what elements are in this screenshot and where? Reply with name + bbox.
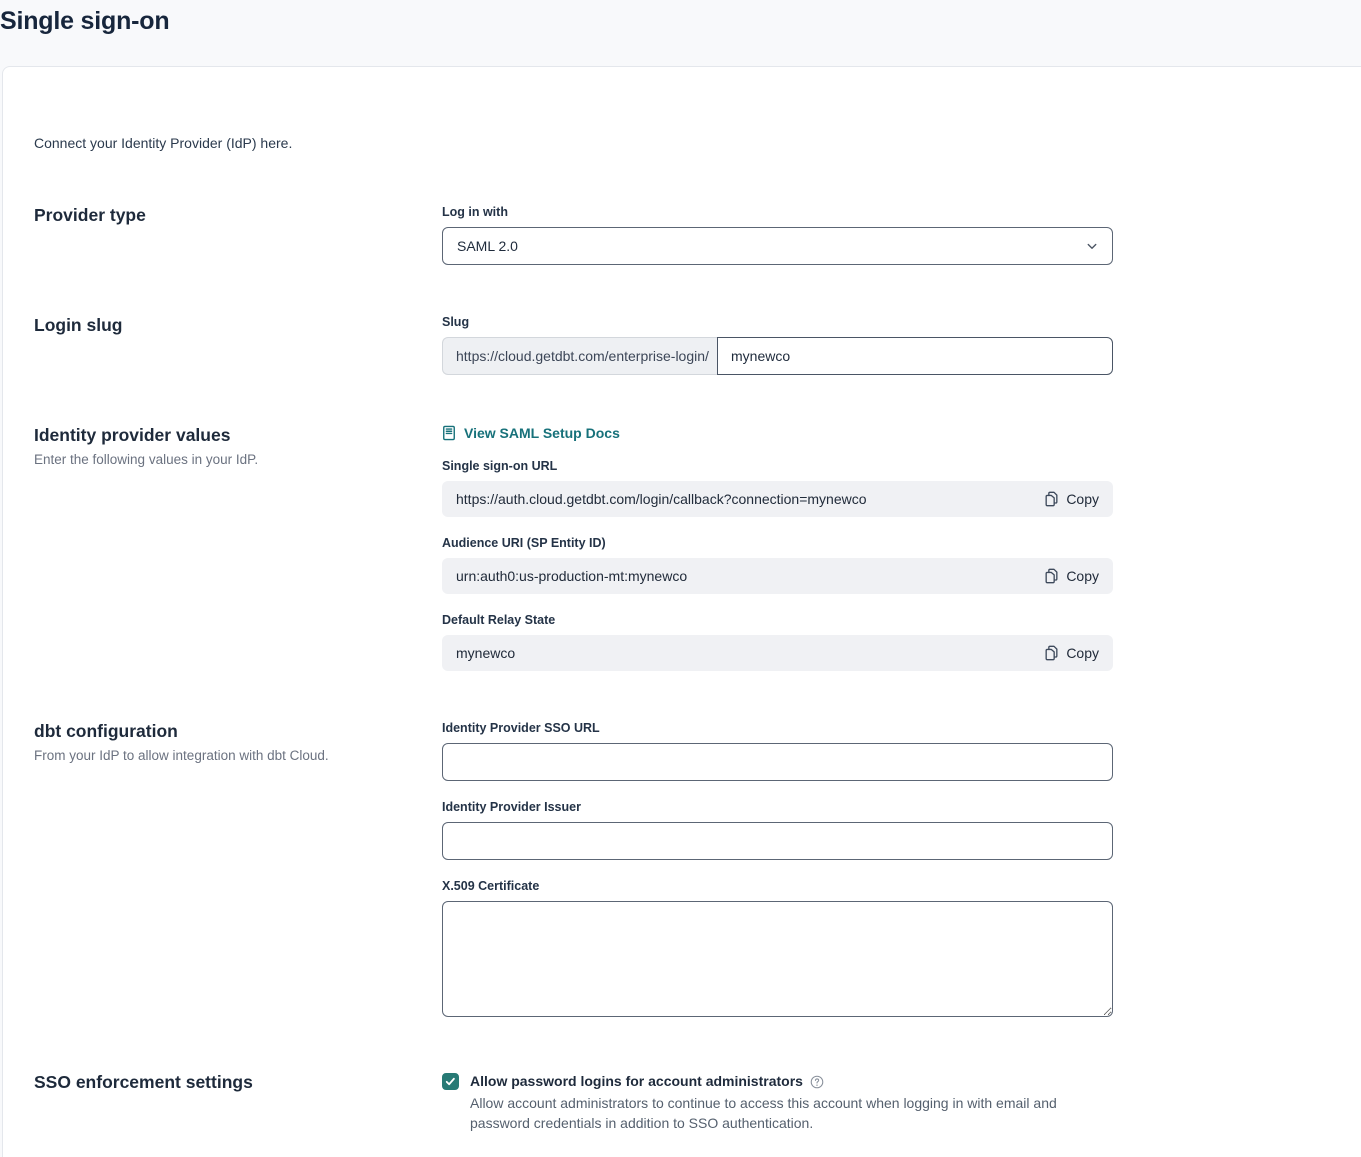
slug-label: Slug [442, 315, 470, 329]
copy-icon [1044, 491, 1059, 507]
sso-enforcement-heading: SSO enforcement settings [34, 1072, 253, 1092]
slug-input[interactable] [717, 337, 1113, 375]
section-login-slug [34, 315, 1361, 375]
dbt-configuration-subheading: From your IdP to allow integration with dbt Cloud. [34, 748, 329, 763]
slug-input-group [442, 337, 1113, 375]
copy-button-label: Copy [1066, 568, 1099, 584]
dbt-configuration-heading: dbt configuration [34, 721, 178, 741]
idp-sso-url-label: Identity Provider SSO URL [442, 721, 600, 735]
sso-url-label: Single sign-on URL [442, 459, 558, 473]
audience-uri-value: urn:auth0:us-production-mt:mynewco [456, 568, 688, 584]
sso-url-readonly-field [442, 481, 1113, 517]
slug-url-prefix: https://cloud.getdbt.com/enterprise-login/ [442, 337, 717, 375]
audience-uri-field-group [442, 536, 1113, 594]
certificate-textarea[interactable] [442, 901, 1113, 1017]
document-icon [442, 425, 456, 441]
idp-issuer-label: Identity Provider Issuer [442, 800, 581, 814]
view-saml-docs-link[interactable] [442, 425, 620, 441]
allow-password-logins-checkbox[interactable] [442, 1073, 459, 1090]
certificate-field-group [442, 879, 1113, 1022]
checkmark-icon [445, 1076, 456, 1087]
copy-relay-state-button[interactable] [1044, 645, 1099, 661]
view-saml-docs-label: View SAML Setup Docs [464, 425, 620, 441]
idp-sso-url-input[interactable] [442, 743, 1113, 781]
copy-button-label: Copy [1066, 645, 1099, 661]
chevron-down-icon [1086, 240, 1098, 252]
page-title: Single sign-on [0, 7, 170, 35]
login-with-label: Log in with [442, 205, 508, 219]
help-icon[interactable] [810, 1075, 824, 1089]
copy-audience-uri-button[interactable] [1044, 568, 1099, 584]
relay-state-field-group [442, 613, 1113, 671]
provider-type-heading: Provider type [34, 205, 146, 225]
copy-icon [1044, 568, 1059, 584]
allow-password-logins-row [442, 1072, 1113, 1133]
idp-issuer-field-group [442, 800, 1113, 860]
idp-values-subheading: Enter the following values in your IdP. [34, 452, 259, 467]
audience-uri-readonly-field [442, 558, 1113, 594]
section-provider-type [34, 205, 1361, 265]
section-idp-values [34, 425, 1361, 671]
audience-uri-label: Audience URI (SP Entity ID) [442, 536, 606, 550]
relay-state-label: Default Relay State [442, 613, 556, 627]
page-header [0, 0, 1361, 66]
relay-state-value: mynewco [456, 645, 516, 661]
relay-state-readonly-field [442, 635, 1113, 671]
copy-sso-url-button[interactable] [1044, 491, 1099, 507]
allow-password-logins-description: Allow account administrators to continue to access this account when logging in with email and password credentials in addition to SSO authentication. [470, 1095, 1057, 1131]
intro-text: Connect your Identity Provider (IdP) here. [34, 135, 293, 151]
login-slug-heading: Login slug [34, 315, 123, 335]
login-with-select[interactable] [442, 227, 1113, 265]
section-sso-enforcement [34, 1072, 1361, 1133]
sso-url-field-group [442, 459, 1113, 517]
section-dbt-configuration [34, 721, 1361, 1022]
copy-button-label: Copy [1066, 491, 1099, 507]
certificate-label: X.509 Certificate [442, 879, 540, 893]
idp-values-heading: Identity provider values [34, 425, 231, 445]
idp-sso-url-field-group [442, 721, 1113, 781]
copy-icon [1044, 645, 1059, 661]
sso-url-value: https://auth.cloud.getdbt.com/login/callback?connection=mynewco [456, 491, 867, 507]
settings-card [2, 66, 1361, 1157]
allow-password-logins-label: Allow password logins for account administrators [470, 1073, 803, 1089]
login-with-selected-value: SAML 2.0 [457, 238, 518, 254]
idp-issuer-input[interactable] [442, 822, 1113, 860]
